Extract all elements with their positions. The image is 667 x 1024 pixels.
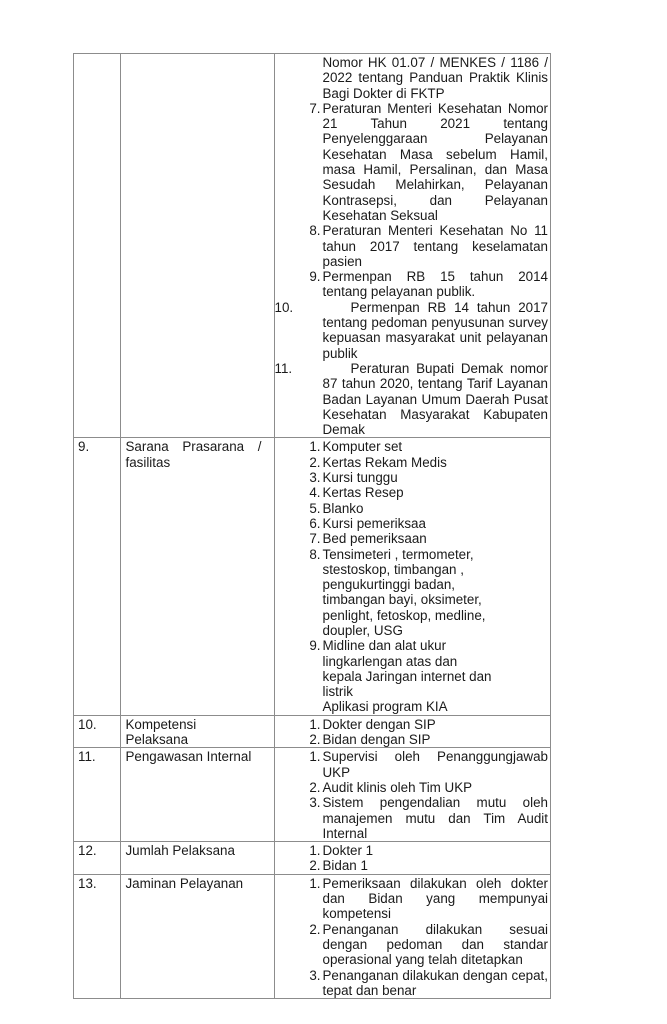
list-item-text: Kursi pemeriksaa (322, 515, 426, 531)
description-list (275, 876, 549, 998)
list-item (275, 455, 549, 470)
list-item (275, 922, 549, 968)
list-item (275, 795, 549, 841)
list-item (275, 780, 549, 795)
list-item-text: Dokter 1 (322, 843, 374, 859)
component-label-cell (121, 842, 274, 875)
list-item-number: 3. (309, 967, 321, 983)
list-item-number: 1. (309, 875, 321, 891)
list-item-number: 2. (309, 858, 321, 874)
table-row (74, 438, 551, 715)
list-item (275, 300, 549, 361)
list-item-number: 2. (309, 732, 321, 748)
list-item (275, 968, 549, 999)
list-item (275, 516, 549, 531)
list-item-number: 2. (309, 921, 321, 937)
component-label-cell (121, 438, 274, 715)
component-label-cell (121, 748, 274, 842)
table-row (74, 748, 551, 842)
table-body (74, 54, 551, 999)
description-cell (274, 748, 551, 842)
list-item-text: Peraturan Menteri Kesehatan No 11 tahun 2017 tentang keselamatan pasien (322, 223, 548, 269)
list-item (275, 638, 549, 699)
row-number: 10. (78, 716, 97, 732)
list-item-text: Pemeriksaan dilakukan oleh dokter dan Bidan yang mempunyai kompetensi (322, 875, 548, 922)
list-item-text: Permenpan RB 14 tahun 2017 tentang pedoman penyusunan survey kepuasan masyarakat unit pelayanan publik (322, 299, 548, 361)
component-label: Jumlah Pelaksana (125, 843, 235, 859)
component-label: Pengawasan Internal (125, 749, 252, 765)
list-item-text: Bed pemeriksaan (322, 531, 427, 547)
row-number-cell (74, 842, 121, 875)
list-item (275, 531, 549, 546)
description-list (275, 439, 549, 714)
list-item (275, 501, 549, 516)
description-list (275, 843, 549, 874)
list-item (275, 732, 549, 747)
description-cell (274, 715, 551, 748)
component-label-cell (121, 54, 274, 438)
list-item-text: Midline dan alat ukur lingkarlengan atas dan kepala Jaringan internet dan listrik (322, 638, 492, 700)
list-item-number: 2. (309, 454, 321, 470)
list-item (275, 470, 549, 485)
description-cell (274, 54, 551, 438)
row-number-cell (74, 54, 121, 438)
component-label-cell (121, 874, 274, 998)
component-label: Kompetensi Pelaksana (125, 716, 197, 748)
list-item-text: Kertas Resep (322, 485, 404, 501)
list-item-number: 1. (309, 843, 321, 859)
table-row (74, 874, 551, 998)
row-number: 12. (78, 843, 97, 859)
list-item (275, 485, 549, 500)
list-item-number: 5. (309, 500, 321, 516)
row-number-cell (74, 438, 121, 715)
list-item-text: Bidan 1 (322, 858, 368, 874)
list-item-number: 6. (309, 515, 321, 531)
list-item (275, 439, 549, 454)
description-list (275, 55, 549, 437)
component-label: Sarana Prasarana / fasilitas (125, 439, 262, 470)
list-item (275, 547, 549, 639)
list-item-number: 8. (309, 546, 321, 562)
list-item-continuation (275, 55, 549, 101)
list-item-text: Peraturan Bupati Demak nomor 87 tahun 2020, tentang Tarif Layanan Badan Layanan Umum Daerah Pusat Kesehatan Masyarakat Kabupaten Demak (322, 360, 548, 438)
list-item-text: Dokter dengan SIP (322, 716, 436, 732)
list-item (275, 101, 549, 223)
list-item-number: 3. (309, 470, 321, 486)
row-number-cell (74, 874, 121, 998)
row-number: 13. (78, 875, 97, 891)
list-item (275, 876, 549, 922)
list-item (275, 858, 549, 873)
table-row (74, 54, 551, 438)
list-item-text: Permenpan RB 15 tahun 2014 tentang pelayanan publik. (322, 269, 548, 300)
list-item-number: 11. (274, 360, 293, 376)
description-cell (274, 874, 551, 998)
list-item-text: Bidan dengan SIP (322, 732, 431, 748)
component-label-cell (121, 715, 274, 748)
list-item-number: 9. (309, 269, 321, 285)
standard-pelayanan-table (73, 53, 551, 999)
row-number: 11. (78, 749, 96, 765)
list-item-text: Tensimeteri , termometer, stestoskop, timbangan , pengukurtinggi badan, timbangan bayi, oksimeter, penlight, fetoskop, medline, doupler, USG (322, 546, 486, 638)
list-item-text: Audit klinis oleh Tim UKP (322, 779, 473, 795)
description-cell (274, 438, 551, 715)
component-label: Jaminan Pelayanan (125, 875, 244, 891)
list-item-number: 2. (309, 779, 321, 795)
row-number: 9. (78, 439, 90, 455)
list-item-text: Penanganan dilakukan dengan cepat, tepat dan benar (322, 967, 548, 998)
list-item-number: 7. (309, 100, 321, 116)
list-item-text: Kertas Rekam Medis (322, 454, 447, 470)
list-item (275, 223, 549, 269)
list-item (275, 843, 549, 858)
table-row (74, 715, 551, 748)
list-item-text: Penanganan dilakukan sesuai dengan pedoman dan standar operasional yang telah ditetapkan (322, 921, 548, 968)
list-item-number: 3. (309, 795, 321, 811)
row-number-cell (74, 715, 121, 748)
list-item (275, 749, 549, 780)
list-item-text: Supervisi oleh Penanggungjawab UKP (322, 749, 548, 780)
list-item-text: Komputer set (322, 439, 403, 455)
list-item-text: Sistem pengendalian mutu oleh manajemen mutu dan Tim Audit Internal (322, 795, 548, 841)
list-item (275, 269, 549, 300)
list-item-trailing (275, 699, 549, 714)
list-item-text: Aplikasi program KIA (322, 699, 448, 715)
list-item-number: 10. (274, 299, 294, 315)
list-item-number: 1. (309, 749, 321, 765)
list-item-number: 7. (309, 531, 321, 547)
list-item (275, 717, 549, 732)
list-item-number: 1. (309, 439, 321, 455)
list-item-text: Nomor HK 01.07 / MENKES / 1186 / 2022 tentang Panduan Praktik Klinis Bagi Dokter di FKTP (322, 55, 548, 101)
list-item-text: Blanko (322, 500, 364, 516)
description-cell (274, 842, 551, 875)
description-list (275, 749, 549, 841)
list-item-number: 1. (309, 716, 321, 732)
list-item-text: Peraturan Menteri Kesehatan Nomor 21 Tahun 2021 tentang Penyelenggaraan Pelayanan Kesehatan Masa sebelum Hamil, masa Hamil, Persalinan, dan Masa Sesudah Melahirkan, Pelayanan Kontrasepsi, dan Pelayanan Kesehatan Seksual (322, 100, 548, 223)
row-number-cell (74, 748, 121, 842)
list-item-number: 9. (309, 638, 321, 654)
description-list (275, 717, 549, 748)
list-item-number: 4. (309, 485, 321, 501)
list-item (275, 361, 549, 437)
list-item-text: Kursi tunggu (322, 470, 398, 486)
list-item-number: 8. (309, 223, 321, 239)
table-row (74, 842, 551, 875)
